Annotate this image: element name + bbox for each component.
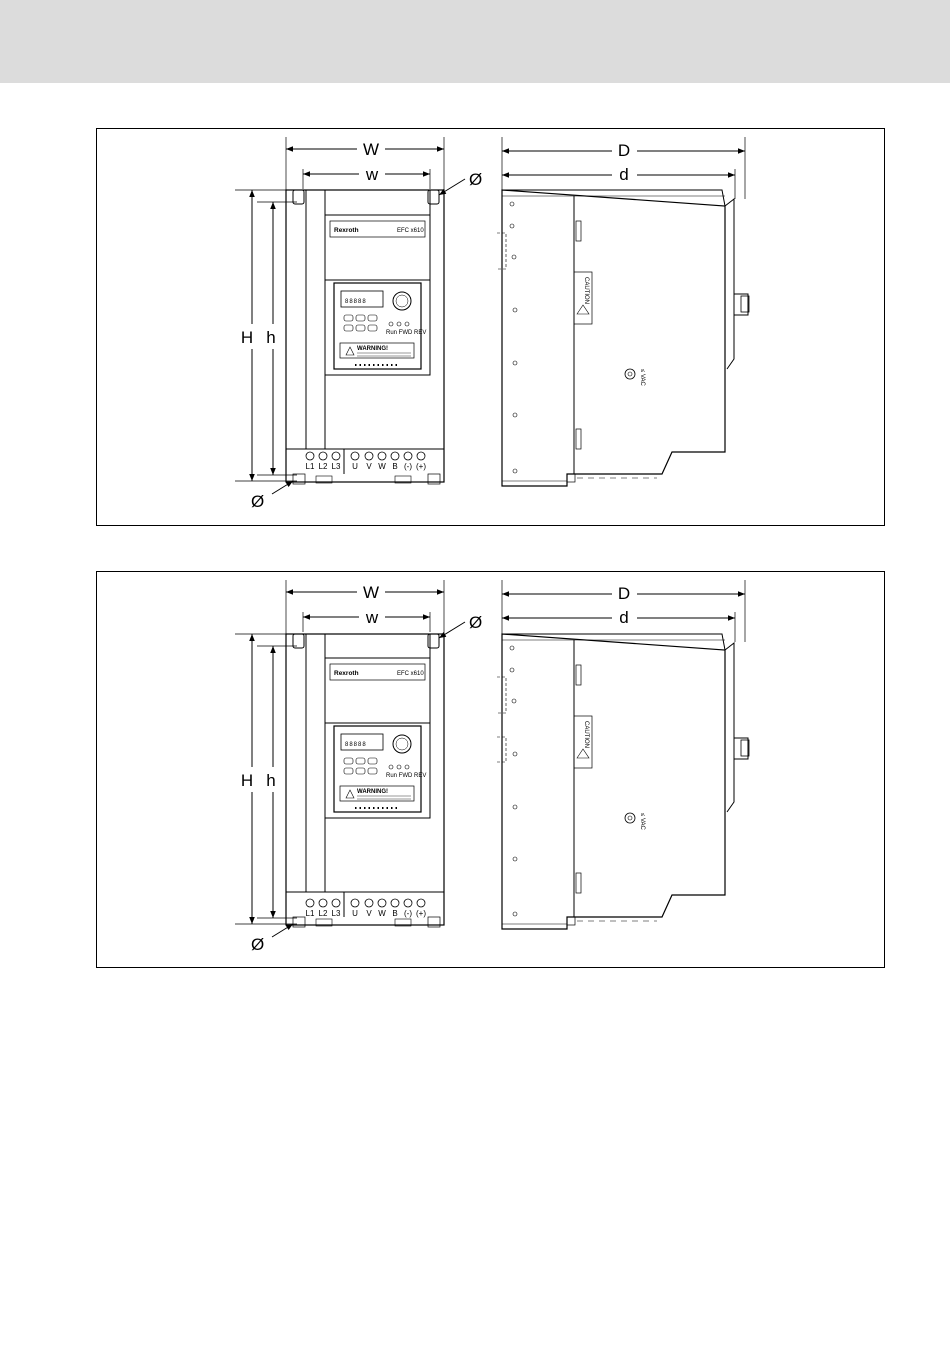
front-view-labels [241, 583, 482, 954]
front-view [235, 137, 465, 494]
dim-d-label: d [619, 608, 629, 627]
dim-dia-top-label: Ø [469, 170, 483, 189]
caution-label: CAUTION [583, 277, 589, 304]
side-view [497, 137, 749, 486]
dim-H-label: H [240, 328, 254, 347]
dim-dia-bottom-label: Ø [251, 492, 265, 511]
dim-w-label: w [365, 608, 379, 627]
ground-label: ≤ VAC [639, 369, 645, 386]
brand-logo: Rexroth [334, 227, 359, 234]
dim-D-label: D [617, 584, 631, 603]
caution-label: CAUTION [583, 721, 589, 748]
terminal-label: W [378, 909, 386, 918]
ground-label: ≤ VAC [639, 813, 645, 830]
dim-d-label: d [619, 165, 629, 184]
terminal-label: L2 [318, 462, 328, 471]
terminal-label: W [378, 462, 386, 471]
dim-w-label: w [365, 165, 379, 184]
side-view-labels [583, 141, 645, 387]
terminal-label: (-) [404, 909, 412, 918]
terminal-label: B [392, 909, 398, 918]
warning-label: WARNING! [357, 789, 388, 795]
dimension-drawing-figure-1 [96, 128, 885, 526]
terminal-label: L2 [318, 909, 328, 918]
dim-H-label: H [240, 771, 254, 790]
terminal-label: L1 [305, 462, 315, 471]
dim-h-label: h [266, 771, 276, 790]
page-header-band [0, 0, 950, 83]
dim-dia-top-label: Ø [469, 613, 483, 632]
front-view [235, 580, 465, 937]
led-display: 88888 [345, 299, 367, 305]
terminal-label: U [352, 462, 358, 471]
dim-W-label: W [362, 140, 380, 159]
terminal-label: L1 [305, 909, 315, 918]
terminal-label: V [366, 462, 372, 471]
model-label: EFC x610 [397, 671, 424, 677]
keypad-tag: Run FWD REV [386, 773, 427, 779]
side-view-labels [583, 584, 645, 831]
dim-W-label: W [362, 583, 380, 602]
dim-D-label: D [617, 141, 631, 160]
terminal-label: U [352, 909, 358, 918]
front-view-labels [241, 140, 482, 511]
keypad-tag: Run FWD REV [386, 330, 427, 336]
led-display: 88888 [345, 742, 367, 748]
terminal-label: V [366, 909, 372, 918]
dimension-drawing-figure-2 [96, 571, 885, 968]
terminal-label: L3 [331, 909, 341, 918]
warning-label: WARNING! [357, 346, 388, 352]
dim-h-label: h [266, 328, 276, 347]
terminal-label: (+) [416, 909, 426, 918]
figure-1-svg [97, 129, 886, 527]
figure-2-svg [97, 572, 886, 969]
brand-logo: Rexroth [334, 670, 359, 677]
model-label: EFC x610 [397, 228, 424, 234]
side-view [497, 580, 749, 929]
terminal-label: B [392, 462, 398, 471]
dim-dia-bottom-label: Ø [251, 935, 265, 954]
terminal-label: (+) [416, 462, 426, 471]
terminal-label: (-) [404, 462, 412, 471]
terminal-label: L3 [331, 462, 341, 471]
